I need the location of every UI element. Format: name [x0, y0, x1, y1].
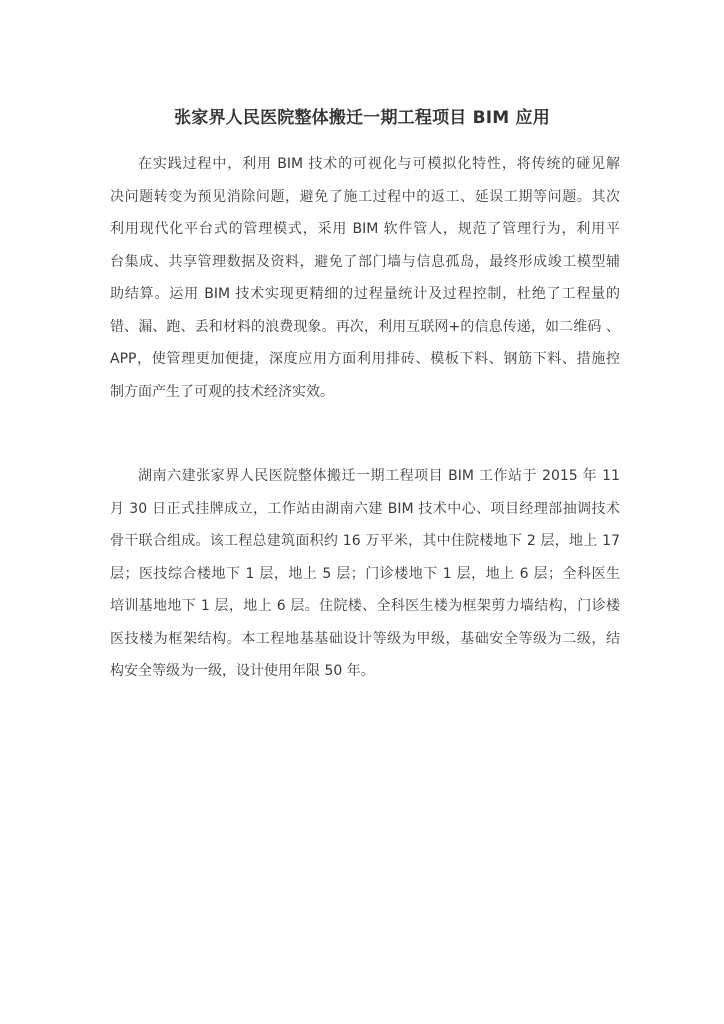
paragraph-line: 利用现代化平台式的管理模式，采用 BIM 软件管人，规范了管理行为，利用平 [110, 221, 620, 237]
paragraph-line: 制方面产生了可观的技术经济实效。 [110, 383, 334, 400]
paragraph-line: 月 30 日正式挂牌成立，工作站由湖南六建 BIM 技术中心、项目经理部抽调技术 [110, 500, 620, 517]
paragraph-line: 骨干联合组成。该工程总建筑面积约 16 万平米，其中住院楼地下 2 层，地上 17 [110, 533, 620, 549]
paragraph-project-overview [110, 460, 620, 688]
paragraph-bim-practice [110, 148, 620, 408]
paragraph-line: 培训基地地下 1 层，地上 6 层。住院楼、全科医生楼为框架剪力墙结构，门诊楼 [110, 598, 620, 614]
paragraph-line: 医技楼为框架结构。本工程地基基础设计等级为甲级，基础安全等级为二级，结 [110, 630, 620, 647]
paragraph-line: 台集成、共享管理数据及资料，避免了部门墙与信息孤岛，最终形成竣工模型辅 [110, 253, 620, 270]
paragraph-line: 决问题转变为预见消除问题，避免了施工过程中的返工、延误工期等问题。其次 [110, 188, 620, 205]
paragraph-line: 在实践过程中，利用 BIM 技术的可视化与可模拟化特性，将传统的碰见解 [138, 156, 620, 172]
paragraph-line: APP，使管理更加便捷，深度应用方面利用排砖、模板下料、钢筋下料、措施控 [110, 351, 620, 367]
document-title: 张家界人民医院整体搬迁一期工程项目 BIM 应用 [174, 108, 550, 128]
paragraph-line: 错、漏、跑、丢和材料的浪费现象。再次，利用互联网+的信息传递，如二维码 、 [110, 318, 620, 335]
paragraph-line: 层；医技综合楼地下 1 层，地上 5 层；门诊楼地下 1 层，地上 6 层；全科医生 [110, 565, 620, 582]
paragraph-line: 湖南六建张家界人民医院整体搬迁一期工程项目 BIM 工作站于 2015 年 11 [138, 468, 620, 484]
paragraph-line: 助结算。运用 BIM 技术实现更精细的过程量统计及过程控制，杜绝了工程量的 [110, 286, 620, 302]
paragraph-line: 构安全等级为一级，设计使用年限 50 年。 [110, 663, 375, 679]
